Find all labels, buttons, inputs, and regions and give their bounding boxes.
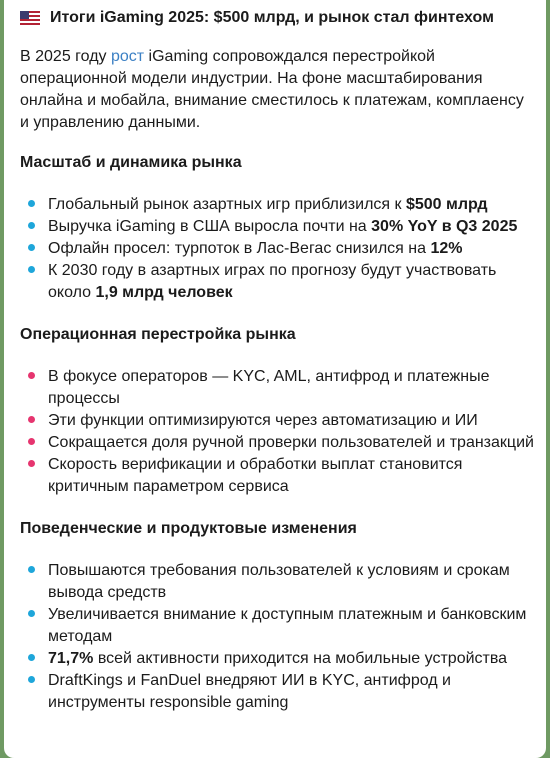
post-title-row (20, 4, 534, 32)
list-item (20, 670, 534, 714)
section-list (20, 366, 534, 498)
section-list (20, 560, 534, 714)
list-item-text: DraftKings и FanDuel внедряют ИИ в KYC, антифрод и инструменты responsible gaming (48, 672, 451, 711)
list-item (20, 216, 534, 238)
bullet-dot-icon (28, 610, 35, 617)
intro-text-end: iGaming сопровождался перестройкой операционной модели индустрии. На фоне масштабирования онлайна и мобайла, внимание сместилось к платежам, комплаенсу и управлению данными. (20, 48, 524, 131)
list-item-text: В фокусе операторов — KYC, AML, антифрод и платежные процессы (48, 368, 490, 407)
bullet-dot-icon (28, 372, 35, 379)
list-item (20, 454, 534, 498)
list-item-highlight: $500 млрд (405, 196, 488, 213)
list-item-highlight: 71,7% (48, 650, 94, 667)
bullet-dot-icon (28, 676, 35, 683)
list-item-highlight: 12% (430, 240, 463, 257)
list-item-text: К 2030 году в азартных играх по прогнозу будут участвовать около (48, 262, 497, 301)
section-heading: Поведенческие и продуктовые изменения (20, 520, 357, 537)
list-item (20, 648, 534, 670)
message-bubble (4, 0, 546, 758)
list-item-highlight: 30% YoY в Q3 2025 (371, 218, 518, 235)
bullet-dot-icon (28, 222, 35, 229)
list-item-text: Сокращается доля ручной проверки пользователей и транзакций (48, 434, 534, 451)
list-item (20, 604, 534, 648)
bullet-dot-icon (28, 438, 35, 445)
list-item-text-after: всей активности приходится на мобильные устройства (93, 650, 508, 667)
list-item-text: Скорость верификации и обработки выплат становится критичным параметром сервиса (48, 456, 463, 495)
list-item-text: Офлайн просел: турпоток в Лас-Вегас снизился на (48, 240, 431, 257)
growth-link[interactable]: рост (110, 48, 145, 65)
section-list (20, 194, 534, 304)
bullet-dot-icon (28, 266, 35, 273)
post-title: Итоги iGaming 2025: $500 млрд, и рынок стал финтехом (50, 9, 494, 26)
bullet-dot-icon (28, 566, 35, 573)
list-item (20, 260, 534, 304)
post-intro (20, 46, 534, 134)
list-item-text: Эти функции оптимизируются через автоматизацию и ИИ (48, 412, 478, 429)
list-item (20, 366, 534, 410)
list-item (20, 410, 534, 432)
post-sections (20, 152, 534, 714)
list-item (20, 238, 534, 260)
intro-text-start: В 2025 году (20, 48, 111, 65)
bullet-dot-icon (28, 416, 35, 423)
bullet-dot-icon (28, 244, 35, 251)
section-heading: Масштаб и динамика рынка (20, 154, 242, 171)
bullet-dot-icon (28, 654, 35, 661)
list-item (20, 432, 534, 454)
list-item-text: Глобальный рынок азартных игр приблизился к (48, 196, 406, 213)
us-flag-icon (20, 11, 40, 25)
bullet-dot-icon (28, 460, 35, 467)
list-item (20, 560, 534, 604)
section-heading: Операционная перестройка рынка (20, 326, 296, 343)
list-item-text: Выручка iGaming в США выросла почти на (48, 218, 372, 235)
bullet-dot-icon (28, 200, 35, 207)
list-item-text: Повышаются требования пользователей к условиям и срокам вывода средств (48, 562, 510, 601)
list-item (20, 194, 534, 216)
list-item-text: Увеличивается внимание к доступным платежным и банковским методам (48, 606, 527, 645)
list-item-highlight: 1,9 млрд человек (95, 284, 233, 301)
